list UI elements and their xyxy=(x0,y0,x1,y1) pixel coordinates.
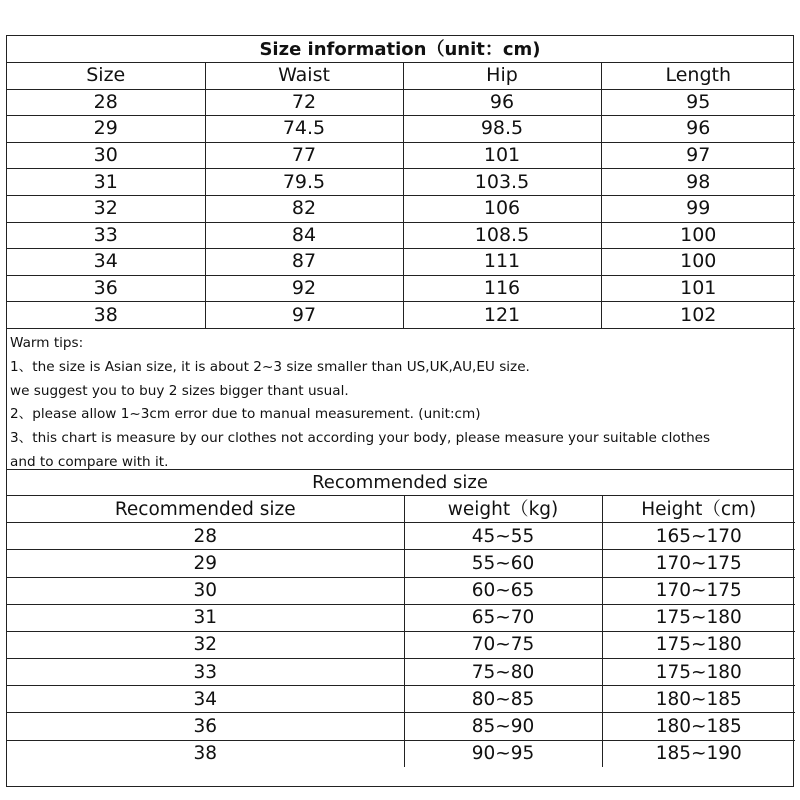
recommended-size-cell: 38 xyxy=(7,740,404,767)
weight-cell: 85~90 xyxy=(404,713,602,740)
height-cell: 180~185 xyxy=(602,713,795,740)
table-row xyxy=(7,740,795,767)
warm-tips-heading: Warm tips: xyxy=(10,334,84,351)
size-cell: 33 xyxy=(7,222,205,249)
recommended-size-cell: 33 xyxy=(7,659,404,686)
weight-cell: 65~70 xyxy=(404,604,602,631)
waist-cell: 74.5 xyxy=(205,116,403,143)
warm-tips-section xyxy=(7,329,793,470)
size-cell: 31 xyxy=(7,169,205,196)
size-cell: 36 xyxy=(7,275,205,302)
height-cell: 180~185 xyxy=(602,686,795,713)
waist-cell: 77 xyxy=(205,142,403,169)
table-row xyxy=(7,116,795,143)
weight-cell: 70~75 xyxy=(404,631,602,658)
size-cell: 28 xyxy=(7,89,205,116)
table-row xyxy=(7,169,795,196)
weight-cell: 55~60 xyxy=(404,550,602,577)
table-row xyxy=(7,275,795,302)
length-cell: 102 xyxy=(601,302,795,329)
size-chart-sheet xyxy=(6,35,794,787)
waist-cell: 92 xyxy=(205,275,403,302)
hip-cell: 106 xyxy=(403,195,601,222)
recommended-size-cell: 29 xyxy=(7,550,404,577)
hip-cell: 101 xyxy=(403,142,601,169)
table-row xyxy=(7,550,795,577)
header-weight: weight（kg) xyxy=(404,496,602,523)
size-table-header-row xyxy=(7,63,795,89)
hip-cell: 103.5 xyxy=(403,169,601,196)
weight-cell: 75~80 xyxy=(404,659,602,686)
hip-cell: 116 xyxy=(403,275,601,302)
table-row xyxy=(7,523,795,550)
height-cell: 165~170 xyxy=(602,523,795,550)
recommended-size-cell: 31 xyxy=(7,604,404,631)
recommended-size-cell: 34 xyxy=(7,686,404,713)
table-row xyxy=(7,249,795,276)
height-cell: 175~180 xyxy=(602,659,795,686)
size-information-table xyxy=(7,63,795,329)
length-cell: 97 xyxy=(601,142,795,169)
table-row xyxy=(7,659,795,686)
size-table-title: Size information（unit：cm) xyxy=(7,36,793,63)
table-row xyxy=(7,713,795,740)
waist-cell: 87 xyxy=(205,249,403,276)
table-row xyxy=(7,195,795,222)
size-cell: 34 xyxy=(7,249,205,276)
table-row xyxy=(7,222,795,249)
hip-cell: 96 xyxy=(403,89,601,116)
header-waist: Waist xyxy=(205,63,403,89)
height-cell: 175~180 xyxy=(602,631,795,658)
size-cell: 29 xyxy=(7,116,205,143)
weight-cell: 80~85 xyxy=(404,686,602,713)
length-cell: 99 xyxy=(601,195,795,222)
size-cell: 32 xyxy=(7,195,205,222)
hip-cell: 98.5 xyxy=(403,116,601,143)
hip-cell: 108.5 xyxy=(403,222,601,249)
hip-cell: 121 xyxy=(403,302,601,329)
recommended-size-table xyxy=(7,496,795,767)
size-cell: 30 xyxy=(7,142,205,169)
height-cell: 175~180 xyxy=(602,604,795,631)
length-cell: 95 xyxy=(601,89,795,116)
waist-cell: 72 xyxy=(205,89,403,116)
length-cell: 100 xyxy=(601,249,795,276)
recommended-table-header-row xyxy=(7,496,795,523)
recommended-size-cell: 32 xyxy=(7,631,404,658)
length-cell: 98 xyxy=(601,169,795,196)
table-row xyxy=(7,302,795,329)
weight-cell: 90~95 xyxy=(404,740,602,767)
tip-line: 1、the size is Asian size, it is about 2~3 size smaller than US,UK,AU,EU size. xyxy=(10,358,530,375)
hip-cell: 111 xyxy=(403,249,601,276)
table-row xyxy=(7,577,795,604)
size-cell: 38 xyxy=(7,302,205,329)
waist-cell: 79.5 xyxy=(205,169,403,196)
waist-cell: 97 xyxy=(205,302,403,329)
table-row xyxy=(7,89,795,116)
length-cell: 96 xyxy=(601,116,795,143)
weight-cell: 60~65 xyxy=(404,577,602,604)
length-cell: 101 xyxy=(601,275,795,302)
length-cell: 100 xyxy=(601,222,795,249)
recommended-size-cell: 30 xyxy=(7,577,404,604)
table-row xyxy=(7,604,795,631)
recommended-table-title: Recommended size xyxy=(7,470,793,496)
header-hip: Hip xyxy=(403,63,601,89)
tip-line: we suggest you to buy 2 sizes bigger thant usual. xyxy=(10,382,349,399)
tip-line: 3、this chart is measure by our clothes not according your body, please measure your suitable clothes xyxy=(10,430,711,447)
recommended-size-cell: 36 xyxy=(7,713,404,740)
table-row xyxy=(7,686,795,713)
height-cell: 185~190 xyxy=(602,740,795,767)
tip-line: 2、please allow 1~3cm error due to manual measurement. (unit:cm) xyxy=(10,406,481,423)
weight-cell: 45~55 xyxy=(404,523,602,550)
table-row xyxy=(7,142,795,169)
header-length: Length xyxy=(601,63,795,89)
header-recommended-size: Recommended size xyxy=(7,496,404,523)
table-row xyxy=(7,631,795,658)
header-height: Height（cm) xyxy=(602,496,795,523)
height-cell: 170~175 xyxy=(602,577,795,604)
recommended-size-cell: 28 xyxy=(7,523,404,550)
waist-cell: 84 xyxy=(205,222,403,249)
header-size: Size xyxy=(7,63,205,89)
waist-cell: 82 xyxy=(205,195,403,222)
height-cell: 170~175 xyxy=(602,550,795,577)
tip-line: and to compare with it. xyxy=(10,453,169,470)
